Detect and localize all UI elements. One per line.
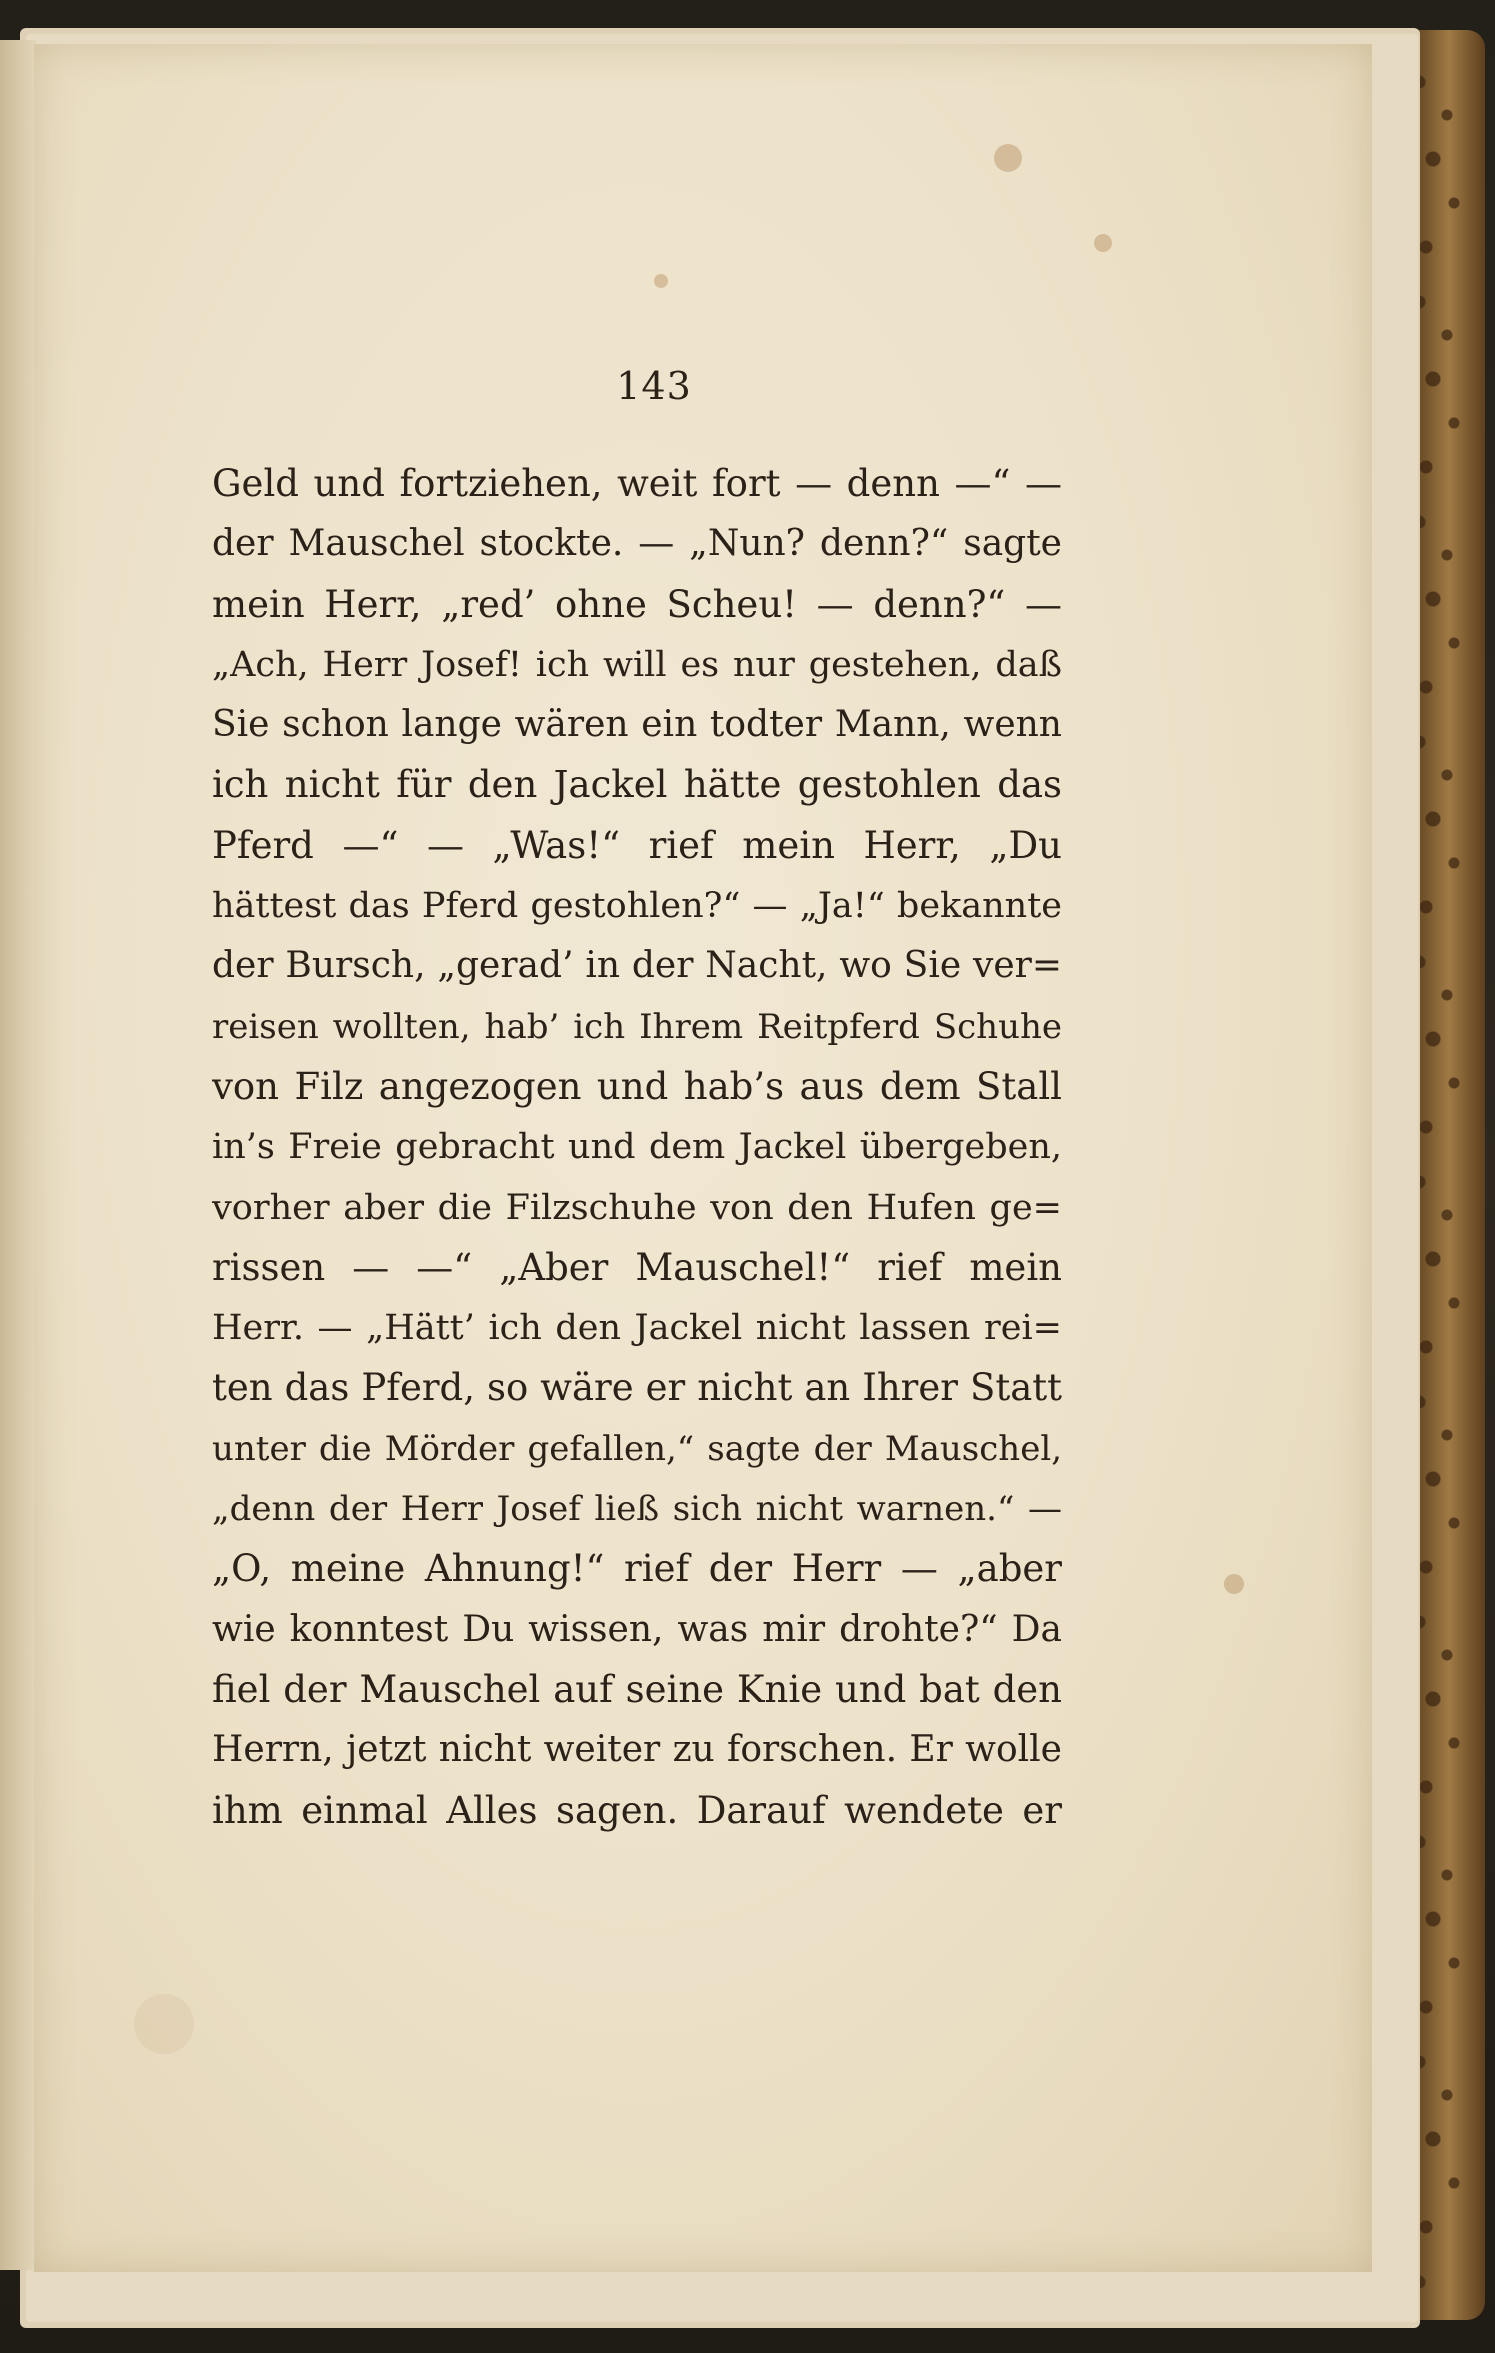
text-line: reisen wollten, hab’ ich Ihrem Reitpferd Schuhe xyxy=(212,1006,1062,1047)
text-line: in’s Freie gebracht und dem Jackel übergeben, xyxy=(212,1127,1062,1168)
text-line: mein Herr, „red’ ohne Scheu! — denn?“ — xyxy=(212,582,1062,626)
text-line: „denn der Herr Josef ließ sich nicht warnen.“ — xyxy=(212,1489,1062,1530)
text-line: der Bursch, „gerad’ in der Nacht, wo Sie ver= xyxy=(212,945,1062,987)
body-text xyxy=(212,454,1062,1841)
text-line: von Filz angezogen und hab’s aus dem Stall xyxy=(212,1064,1062,1108)
text-line: rissen — —“ „Aber Mauschel!“ rief mein xyxy=(212,1245,1062,1289)
text-line: ich nicht für den Jackel hätte gestohlen das xyxy=(212,763,1062,807)
book-page xyxy=(34,44,1372,2272)
text-line: Sie schon lange wären ein todter Mann, wenn xyxy=(212,704,1062,746)
foxing-stain xyxy=(1094,234,1112,252)
facing-page-edge xyxy=(0,40,36,2270)
foxing-stain xyxy=(994,144,1022,172)
text-line: „Ach, Herr Josef! ich will es nur gestehen, daß xyxy=(212,644,1062,685)
foxing-stain xyxy=(654,274,668,288)
text-line: fiel der Mauschel auf seine Knie und bat den xyxy=(212,1667,1062,1711)
text-line: ten das Pferd, so wäre er nicht an Ihrer Statt xyxy=(212,1366,1062,1410)
text-line: vorher aber die Filzschuhe von den Hufen ge= xyxy=(212,1187,1062,1228)
text-line: der Mauschel stockte. — „Nun? denn?“ sagte xyxy=(212,523,1062,565)
text-line: Herr. — „Hätt’ ich den Jackel nicht lassen rei= xyxy=(212,1308,1062,1349)
text-line: wie konntest Du wissen, was mir drohte?“ Da xyxy=(212,1608,1062,1650)
text-line: Geld und fortziehen, weit fort — denn —“ — xyxy=(212,462,1062,505)
foxing-stain xyxy=(134,1994,194,2054)
foxing-stain xyxy=(1224,1574,1244,1594)
text-line: Herrn, jetzt nicht weiter zu forschen. Er wolle xyxy=(212,1729,1062,1771)
text-line: Pferd —“ — „Was!“ rief mein Herr, „Du xyxy=(212,823,1062,867)
text-line: unter die Mörder gefallen,“ sagte der Mauschel, xyxy=(212,1428,1062,1469)
page-number: 143 xyxy=(616,364,692,408)
text-line: ihm einmal Alles sagen. Darauf wendete er xyxy=(212,1788,1062,1832)
text-line: hättest das Pferd gestohlen?“ — „Ja!“ bekannte xyxy=(212,886,1062,927)
text-line: „O, meine Ahnung!“ rief der Herr — „aber xyxy=(212,1547,1062,1591)
